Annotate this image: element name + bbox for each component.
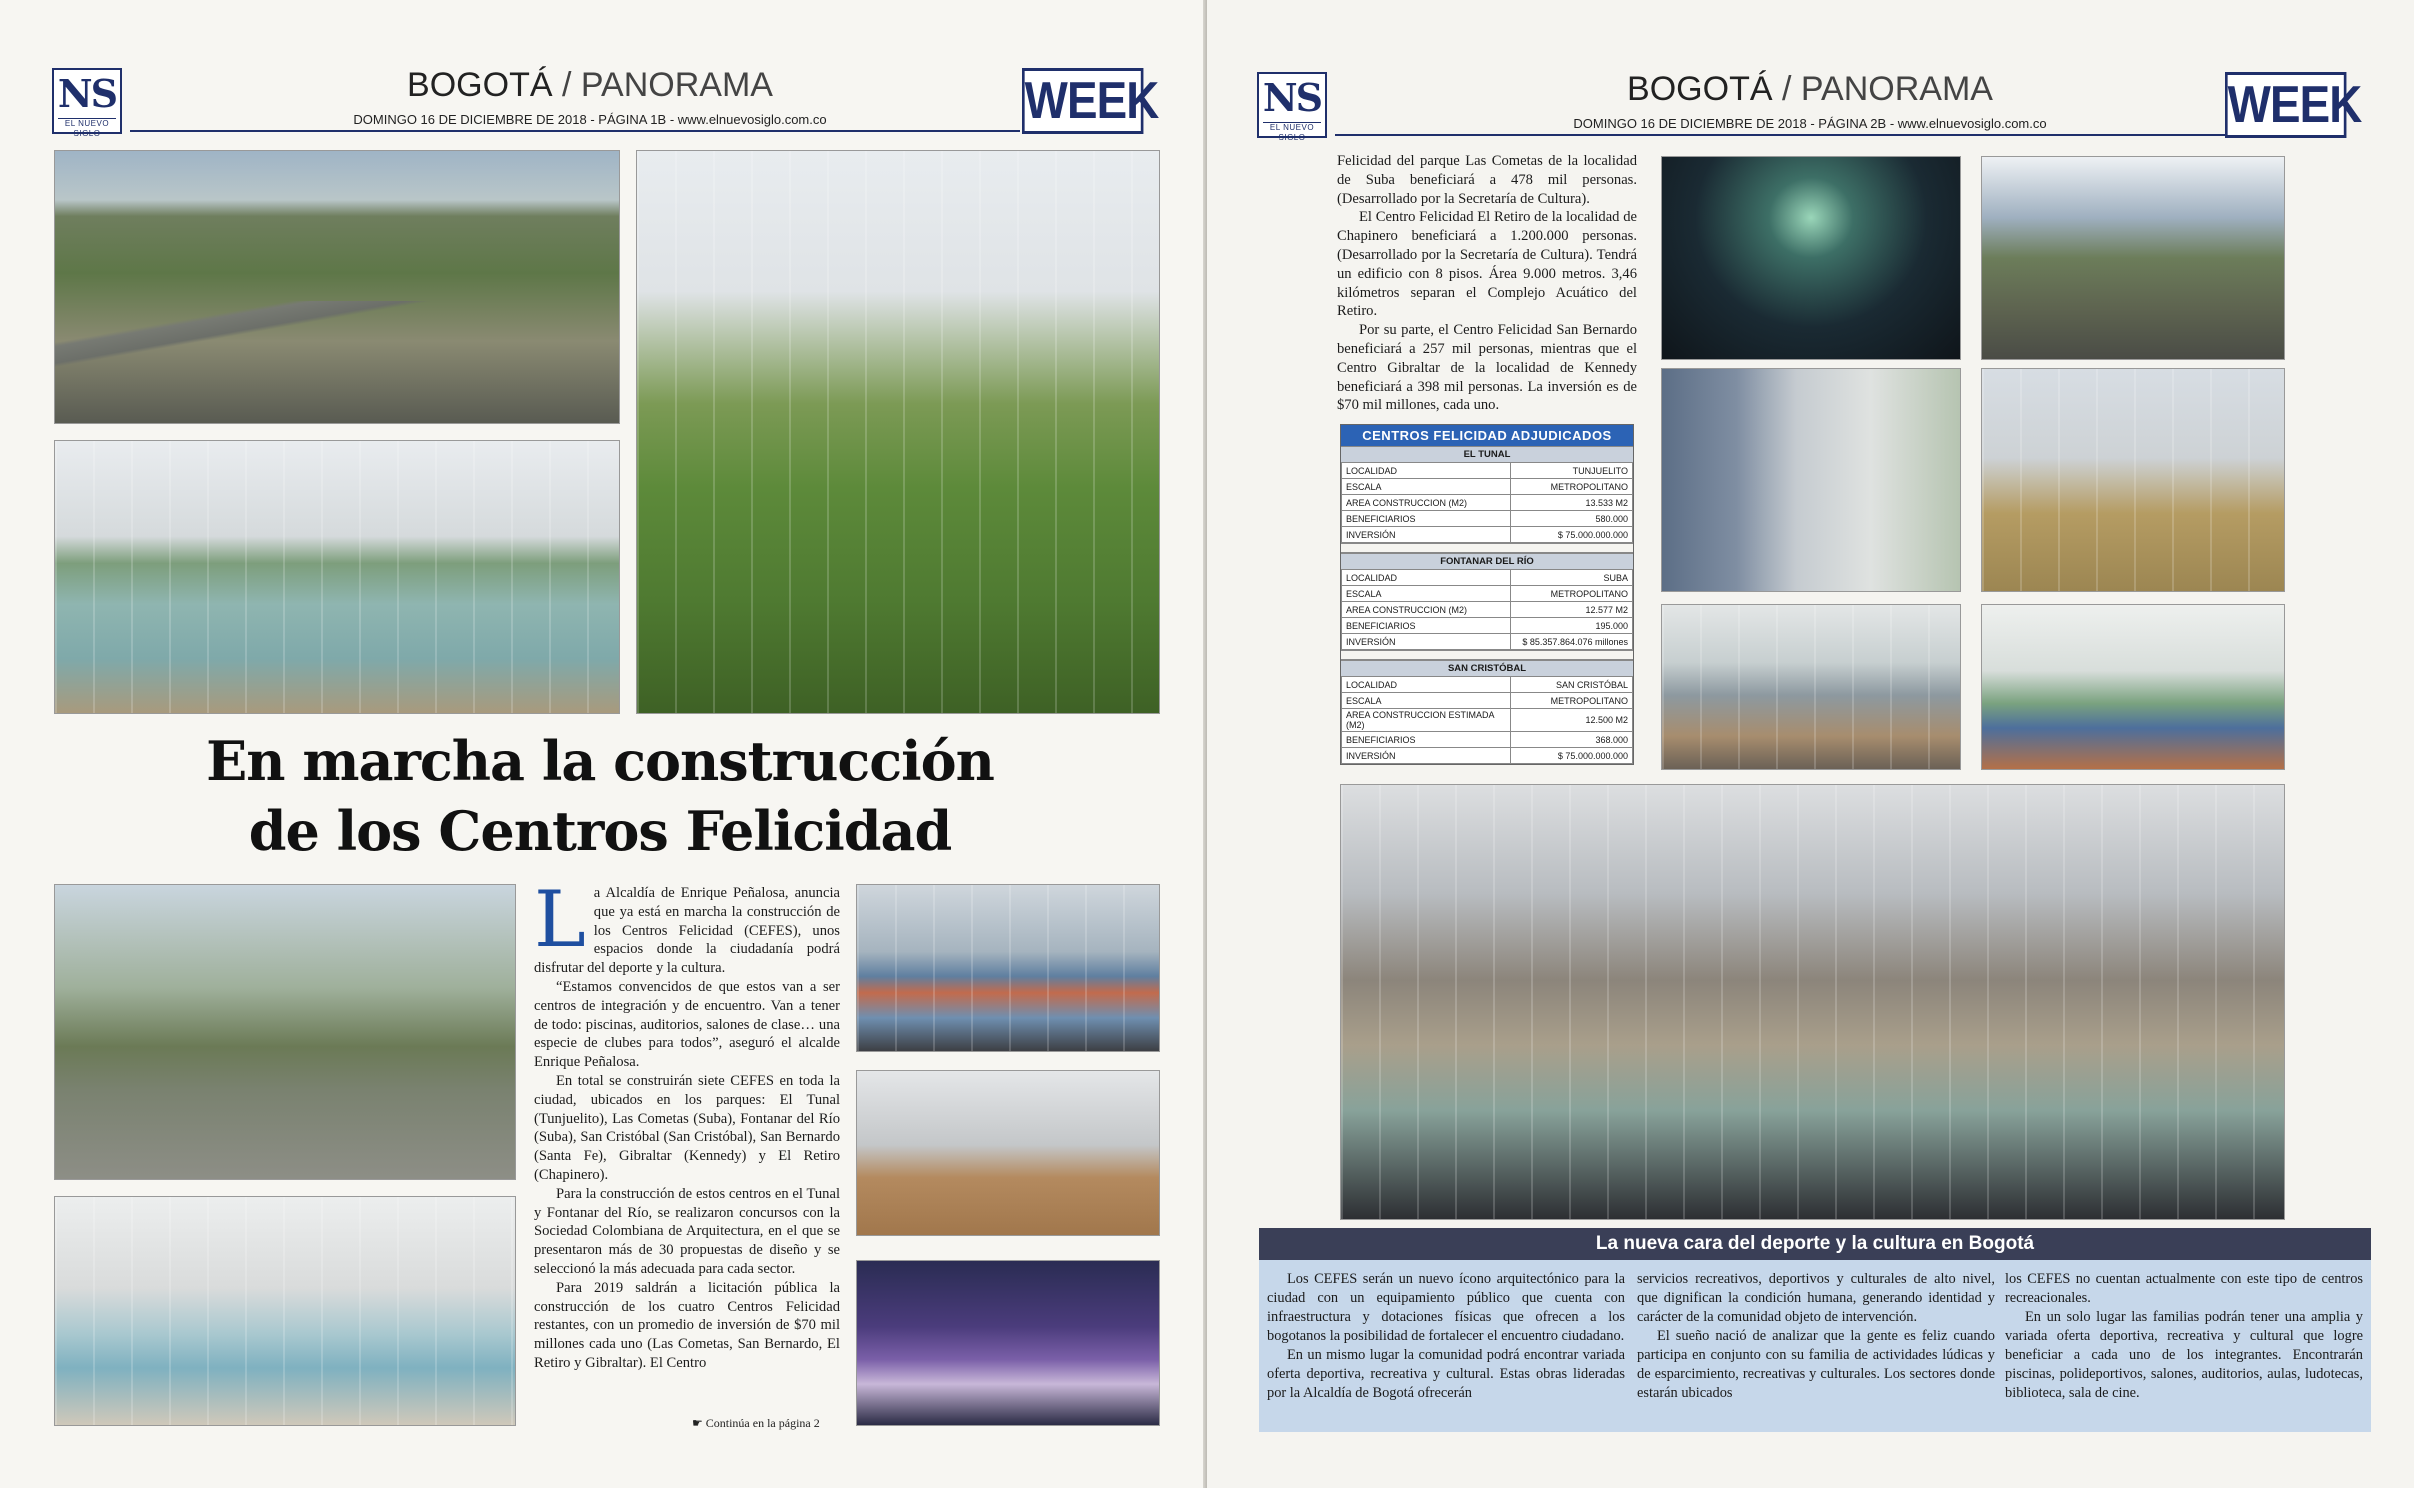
sports-court-render <box>856 884 1160 1052</box>
header-rule <box>130 130 1020 132</box>
unveiling-ceremony-photo <box>54 884 516 1180</box>
table-section-fontanar <box>1341 569 1633 650</box>
dateline: DOMINGO 16 DE DICIEMBRE DE 2018 - PÁGINA 2B - www.elnuevosiglo.com.co <box>1573 116 2047 131</box>
section-header: BOGOTÁ / PANORAMA <box>407 66 773 104</box>
table-section-san-cristobal <box>1341 676 1633 764</box>
continued-note: ☛ Continúa en la página 2 <box>692 1416 820 1430</box>
table-row: INVERSIÓN $ 75.000.000.000 <box>1342 748 1633 764</box>
table-row: AREA CONSTRUCCION (M2) 12.577 M2 <box>1342 602 1633 618</box>
table-section-el-tunal <box>1341 462 1633 543</box>
table-section-title: FONTANAR DEL RÍO <box>1341 553 1633 569</box>
table-row: BENEFICIARIOS 580.000 <box>1342 511 1633 527</box>
table-row: LOCALIDAD SAN CRISTÓBAL <box>1342 677 1633 693</box>
week-badge: WEEK <box>2225 72 2346 138</box>
ns-logo: NS EL NUEVO SIGLO <box>52 68 122 134</box>
table-row: AREA CONSTRUCCION ESTIMADA (M2) 12.500 M2 <box>1342 709 1633 732</box>
aerial-park-photo <box>54 150 620 424</box>
table-row: LOCALIDAD TUNJUELITO <box>1342 463 1633 479</box>
table-row: INVERSIÓN $ 85.357.864.076 millones <box>1342 634 1633 650</box>
outdoor-pool-render <box>54 440 620 714</box>
table-row: ESCALA METROPOLITANO <box>1342 693 1633 709</box>
table-row: ESCALA METROPOLITANO <box>1342 586 1633 602</box>
table-row: LOCALIDAD SUBA <box>1342 570 1633 586</box>
headline: En marcha la construcción de los Centros Felicidad <box>206 729 994 863</box>
centros-table <box>1340 424 1634 765</box>
kids-play-render <box>1981 604 2285 770</box>
table-section-title: SAN CRISTÓBAL <box>1341 660 1633 676</box>
table-row: BENEFICIARIOS 368.000 <box>1342 732 1633 748</box>
soccer-field-render <box>636 150 1160 714</box>
yoga-room-render <box>1981 368 2285 592</box>
header-rule <box>1335 134 2227 136</box>
box-column-2: servicios recreativos, deportivos y culturales de alto nivel, que dignifican la condición humana, generando identidad y carácter de la comunidad objeto de intervención. El sueño nació de analizar que la gente es feliz cuando participa en conjunto con su familia de actividades lúdicas y de esparcimiento, recreativas y culturales. Los sectores donde estarán ubicados <box>1637 1271 1995 1401</box>
lobby-render <box>1661 604 1961 770</box>
right-page <box>1207 0 2414 1488</box>
dance-studio-render <box>856 1070 1160 1236</box>
box-column-3: los CEFES no cuentan actualmente con este tipo de centros recreacionales. En un solo lugar las familias podrán tener una amplia y variada oferta deportiva, recreativa y cultural que logre beneficiar a cada uno de los integrantes. Encontrarán piscinas, polideportivos, salones, auditorios, aulas, ludotecas, biblioteca, sala de cine. <box>2005 1271 2363 1401</box>
night-event-render <box>856 1260 1160 1426</box>
box-title: La nueva cara del deporte y la cultura en Bogotá <box>1259 1228 2371 1260</box>
table-section-title: EL TUNAL <box>1341 446 1633 462</box>
table-row: BENEFICIARIOS 195.000 <box>1342 618 1633 634</box>
section-header: BOGOTÁ / PANORAMA <box>1627 70 1993 108</box>
indoor-pool-render <box>54 1196 516 1426</box>
article-continuation: Felicidad del parque Las Cometas de la localidad de Suba beneficiará a 478 mil personas. (Desarrollado por la Secretaría de Cultura). El Centro Felicidad El Retiro de la localidad de Chapinero beneficiará a 1.200.000 personas. (Desarrollado por la Secretaría de Cultura). Tendrá un edificio con 8 pisos. Área 9.000 metros. 3,46 kilómetros separan el Complejo Acuático del Retiro. Por su parte, el Centro Felicidad San Bernardo beneficiará a 257 mil personas, mientras que el Centro Gibraltar de la localidad de Kennedy beneficiará a 398 mil personas. La inversión es de $70 mil millones, cada uno. <box>1337 153 1637 414</box>
table-title: CENTROS FELICIDAD ADJUDICADOS <box>1341 425 1633 446</box>
dateline: DOMINGO 16 DE DICIEMBRE DE 2018 - PÁGINA 1B - www.elnuevosiglo.com.co <box>353 112 827 127</box>
concert-render <box>1661 156 1961 360</box>
table-row: AREA CONSTRUCCION (M2) 13.533 M2 <box>1342 495 1633 511</box>
week-badge: WEEK <box>1022 68 1143 134</box>
box-column-1: Los CEFES serán un nuevo ícono arquitectónico para la ciudad con un equipamiento público que cuenta con infraestructura y dotaciones físicas que ofrecen a los bogotanos la posibilidad de fortalecer el encuentro ciudadano. En un mismo lugar la comunidad podrá encontrar variada oferta deportiva, recreativa y cultural. Estas obras lideradas por la Alcaldía de Bogotá ofrecerán <box>1267 1271 1625 1401</box>
exhibit-visitor-photo <box>1661 368 1961 592</box>
gymnasium-render <box>1340 784 2285 1220</box>
table-row: ESCALA METROPOLITANO <box>1342 479 1633 495</box>
drop-cap: L <box>534 875 586 965</box>
table-row: INVERSIÓN $ 75.000.000.000 <box>1342 527 1633 543</box>
ns-logo: NS EL NUEVO SIGLO <box>1257 72 1327 138</box>
article-body: La Alcaldía de Enrique Peñalosa, anuncia que ya está en marcha la construcción de los Centros Felicidad (CEFES), unos espacios donde la ciudadanía podrá disfrutar del deporte y la cultura. “Estamos convencidos de que estos van a ser centros de integración y de encuentro. Van a tener de todo: piscinas, auditorios, salones de clase… una especie de clubes para todos”, aseguró el alcalde Enrique Peñalosa. En total se construirán siete CEFES en toda la ciudad, ubicados en los parques: El Tunal (Tunjuelito), Las Cometas (Suba), Fontanar del Río (Suba), San Cristóbal (San Cristóbal), San Bernardo (Santa Fe), Gibraltar (Kennedy) y El Retiro (Chapinero). Para la construcción de estos centros en el Tunal y Fontanar del Río, se realizaron concursos con la Sociedad Colombiana de Arquitectura, en el que se presentaron más de 30 propuestas de diseño y se seleccionó la más adecuada para cada sector. Para 2019 saldrán a licitación pública la construcción de los cuatro Centros Felicidad restantes, con un promedio de inversión de $70 mil millones cada uno (Las Cometas, San Bernardo, El Retiro y Gibraltar). El Centro <box>534 875 840 1371</box>
outdoor-event-photo <box>1981 156 2285 360</box>
